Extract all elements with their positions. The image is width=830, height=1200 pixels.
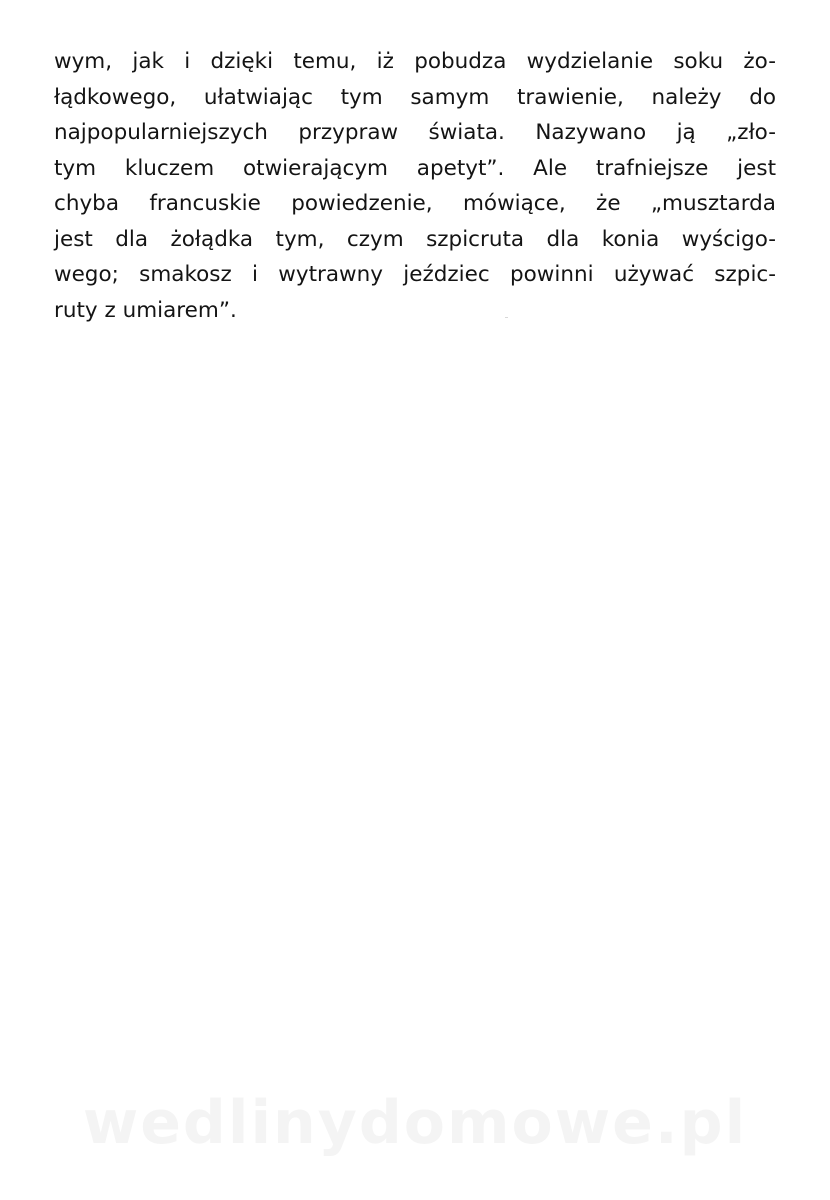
text-line-6: jest dla żołądka tym, czym szpicruta dla konia wyścigo-: [54, 226, 776, 252]
scan-speck: [505, 317, 508, 318]
text-line-5: chyba francuskie powiedzenie, mówiące, że „musztarda: [54, 191, 776, 216]
text-line-3: najpopularniejszych przypraw świata. Nazywano ją „zło-: [54, 120, 776, 145]
text-line-7: wego; smakosz i wytrawny jeździec powinni używać szpic-: [54, 262, 776, 287]
body-paragraph: [54, 44, 776, 328]
text-line-8: ruty z umiarem”.: [54, 297, 237, 323]
text-line-2: łądkowego, ułatwiając tym samym trawienie, należy do: [54, 84, 776, 110]
text-line-4: tym kluczem otwierającym apetyt”. Ale trafniejsze jest: [54, 155, 776, 181]
text-line-1: wym, jak i dzięki temu, iż pobudza wydzielanie soku żo-: [54, 49, 776, 74]
watermark: wedlinydomowe.pl: [82, 1088, 748, 1158]
